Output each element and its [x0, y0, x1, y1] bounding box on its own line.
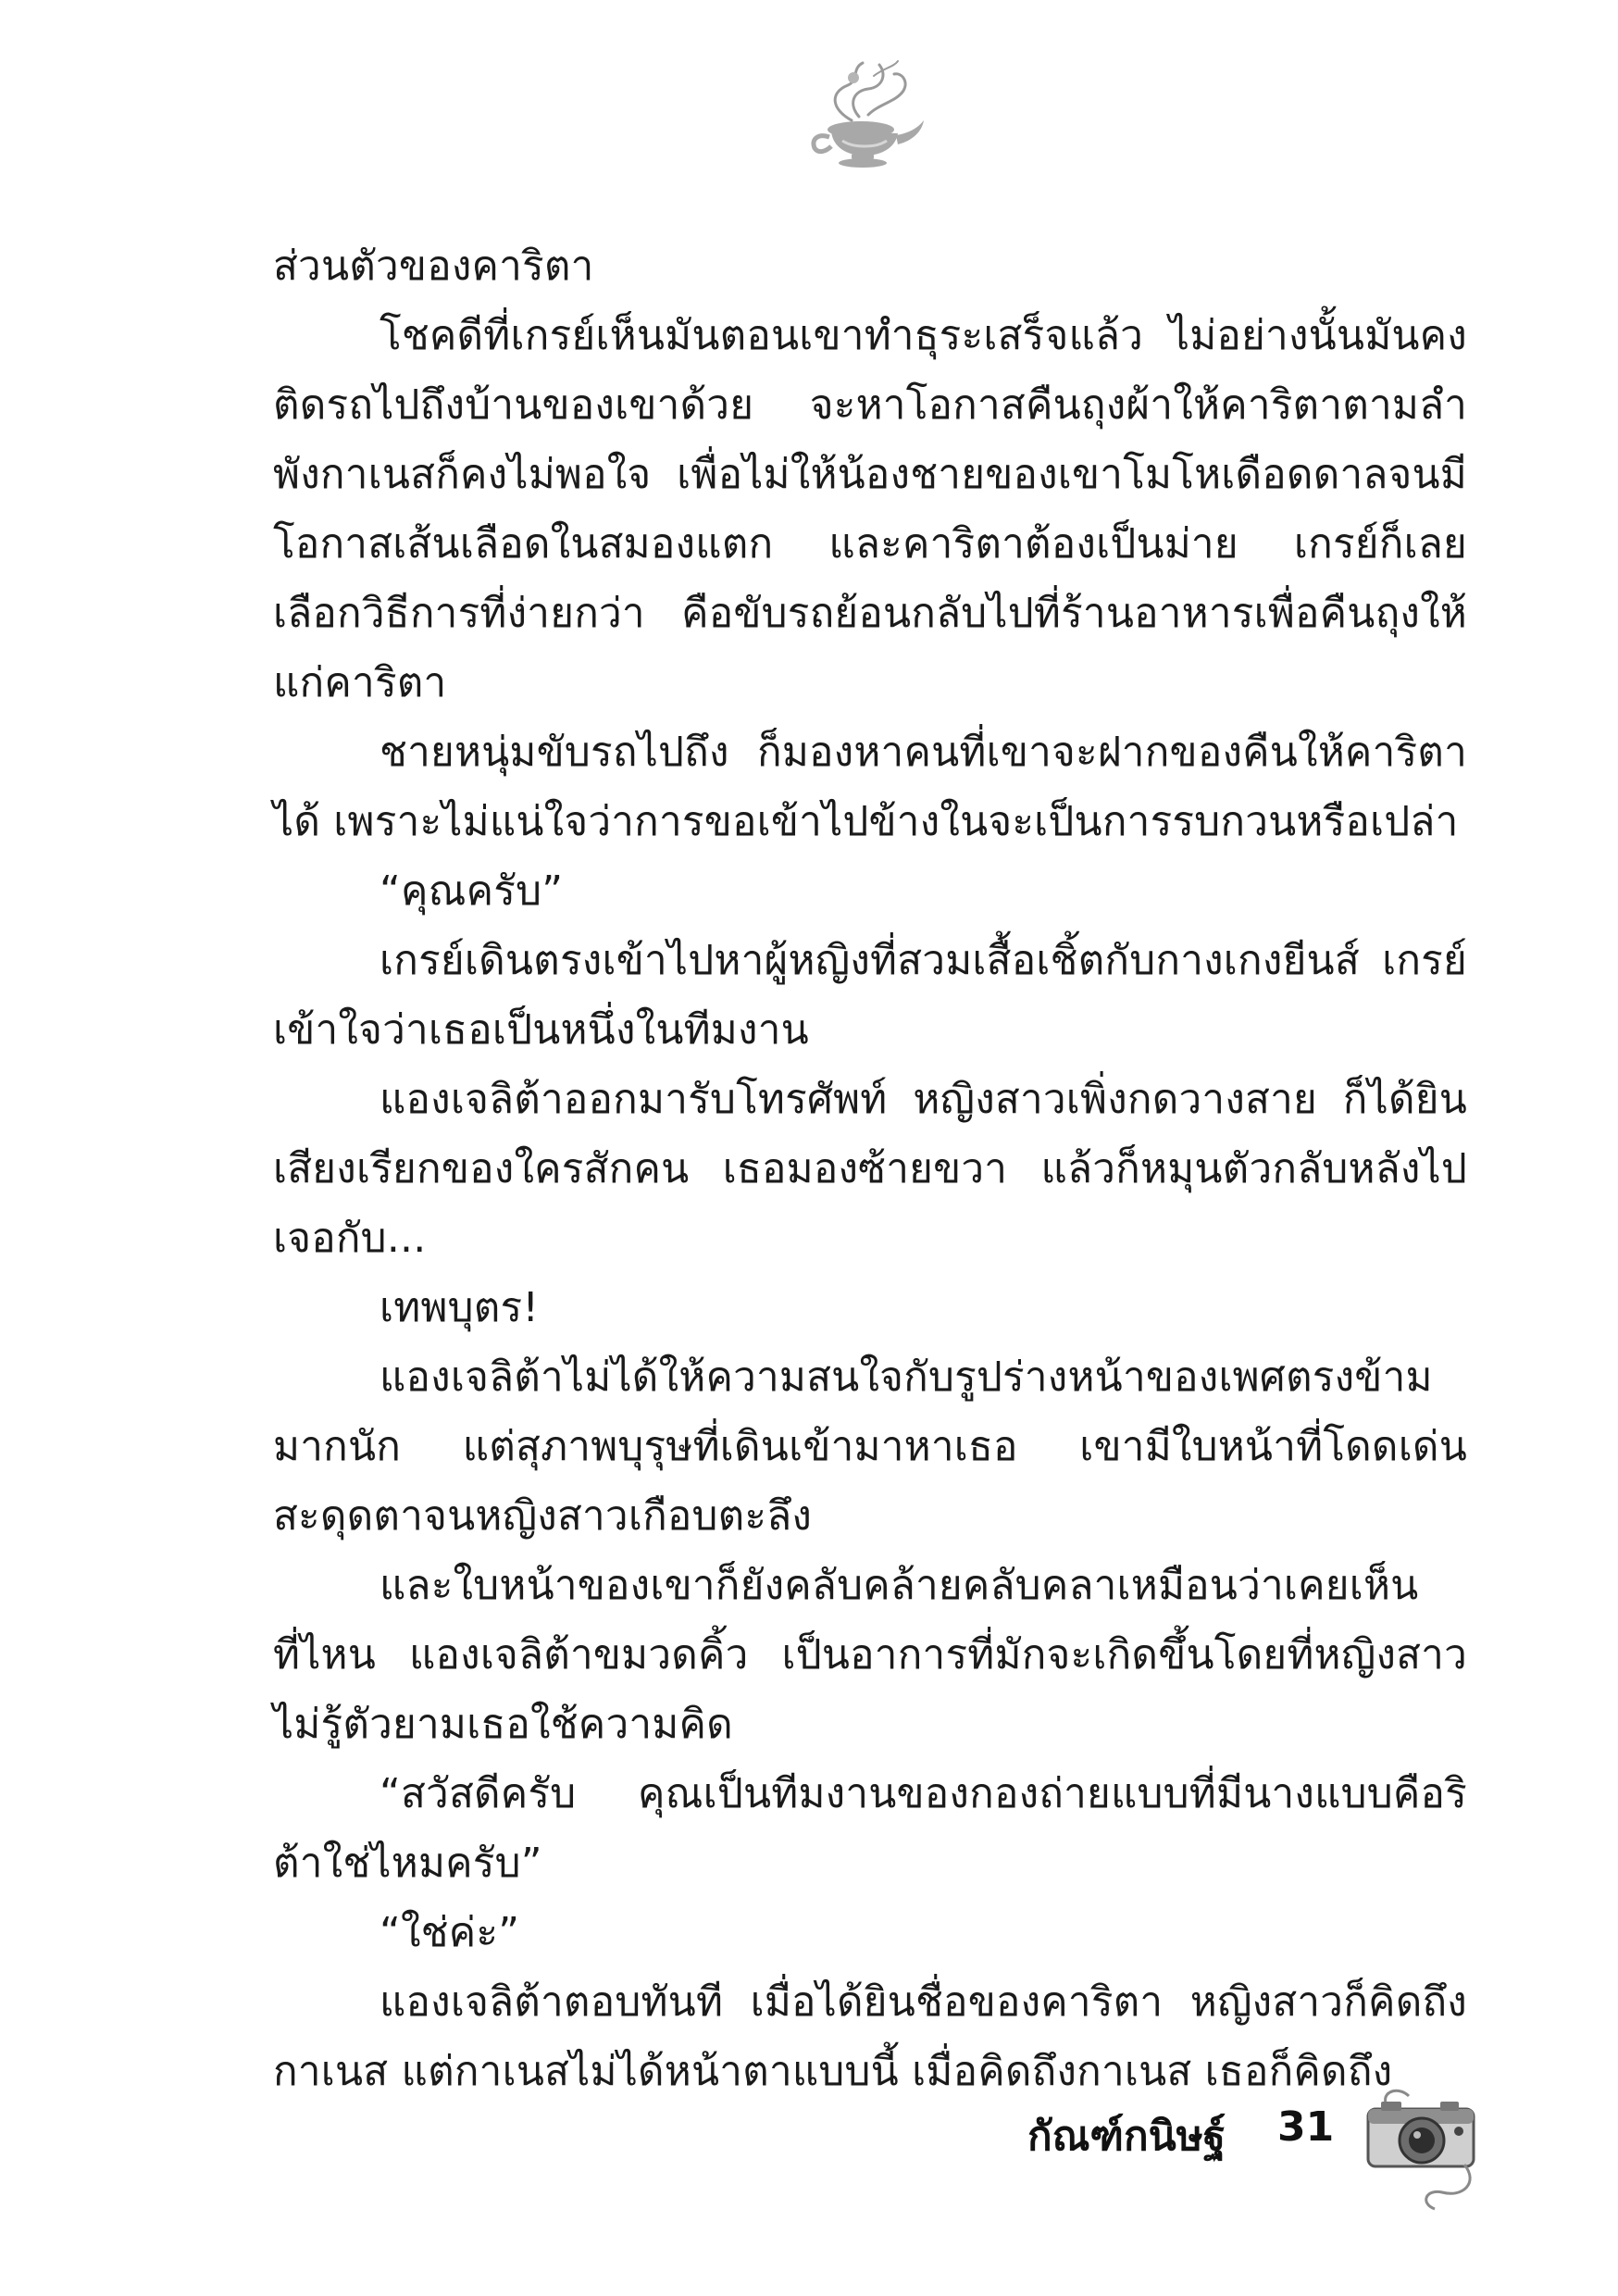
- page-footer: [1000, 2081, 1481, 2211]
- paragraph: และใบหน้าของเขาก็ยังคลับคล้ายคลับคลาเหมือนว่าเคยเห็นที่ไหน แองเจลิต้าขมวดคิ้ว เป็นอาการที่มักจะเกิดขึ้นโดยที่หญิงสาวไม่รู้ตัวยามเธอใช้ความคิด: [273, 1562, 1467, 1748]
- page-number: 31: [1277, 2103, 1335, 2151]
- paragraph: แองเจลิต้าออกมารับโทรศัพท์ หญิงสาวเพิ่งกดวางสาย ก็ได้ยินเสียงเรียกของใครสักคน เธอมองซ้ายขวา แล้วก็หมุนตัวกลับหลังไปเจอกับ...: [273, 1076, 1467, 1262]
- paragraph: ส่วนตัวของคาริตา: [273, 243, 594, 290]
- paragraph: เกรย์เดินตรงเข้าไปหาผู้หญิงที่สวมเสื้อเชิ้ตกับกางเกงยีนส์ เกรย์เข้าใจว่าเธอเป็นหนึ่งในทีมงาน: [273, 937, 1467, 1054]
- genie-lamp-icon: [794, 56, 933, 171]
- paragraph: “ใช่ค่ะ”: [380, 1909, 520, 1956]
- camera-icon: [1361, 2081, 1481, 2211]
- running-title: กัณฑ์กนิษฐ์: [1027, 2113, 1226, 2160]
- paragraph: แองเจลิต้าตอบทันที เมื่อได้ยินชื่อของคาริตา หญิงสาวก็คิดถึงกาเนส แต่กาเนสไม่ได้หน้าตาแบบนี้ เมื่อคิดถึงกาเนส เธอก็คิดถึง: [273, 1978, 1467, 2095]
- chapter-body-text: [273, 231, 1467, 2106]
- paragraph: แองเจลิต้าไม่ได้ให้ความสนใจกับรูปร่างหน้าของเพศตรงข้ามมากนัก แต่สุภาพบุรุษที่เดินเข้ามาหาเธอ เขามีใบหน้าที่โดดเด่นสะดุดตาจนหญิงสาวเกือบตะลึง: [273, 1354, 1467, 1540]
- paragraph: โชคดีที่เกรย์เห็นมันตอนเขาทำธุระเสร็จแล้ว ไม่อย่างนั้นมันคงติดรถไปถึงบ้านของเขาด้วย จะหาโอกาสคืนถุงผ้าให้คาริตาตามลำพังกาเนสก็คงไม่พอใจ เพื่อไม่ให้น้องชายของเขาโมโหเดือดดาลจนมีโอกาสเส้นเลือดในสมองแตก และคาริตาต้องเป็นม่าย เกรย์ก็เลยเลือกวิธีการที่ง่ายกว่า คือขับรถย้อนกลับไปที่ร้านอาหารเพื่อคืนถุงให้แก่คาริตา: [273, 312, 1467, 706]
- paragraph: “คุณครับ”: [380, 867, 564, 915]
- paragraph: ชายหนุ่มขับรถไปถึง ก็มองหาคนที่เขาจะฝากของคืนให้คาริตาได้ เพราะไม่แน่ใจว่าการขอเข้าไปข้างในจะเป็นการรบกวนหรือเปล่า: [273, 729, 1467, 845]
- paragraph: “สวัสดีครับ คุณเป็นทีมงานของกองถ่ายแบบที่มีนางแบบคือริต้าใช่ไหมครับ”: [273, 1770, 1467, 1887]
- paragraph: เทพบุตร!: [380, 1284, 540, 1331]
